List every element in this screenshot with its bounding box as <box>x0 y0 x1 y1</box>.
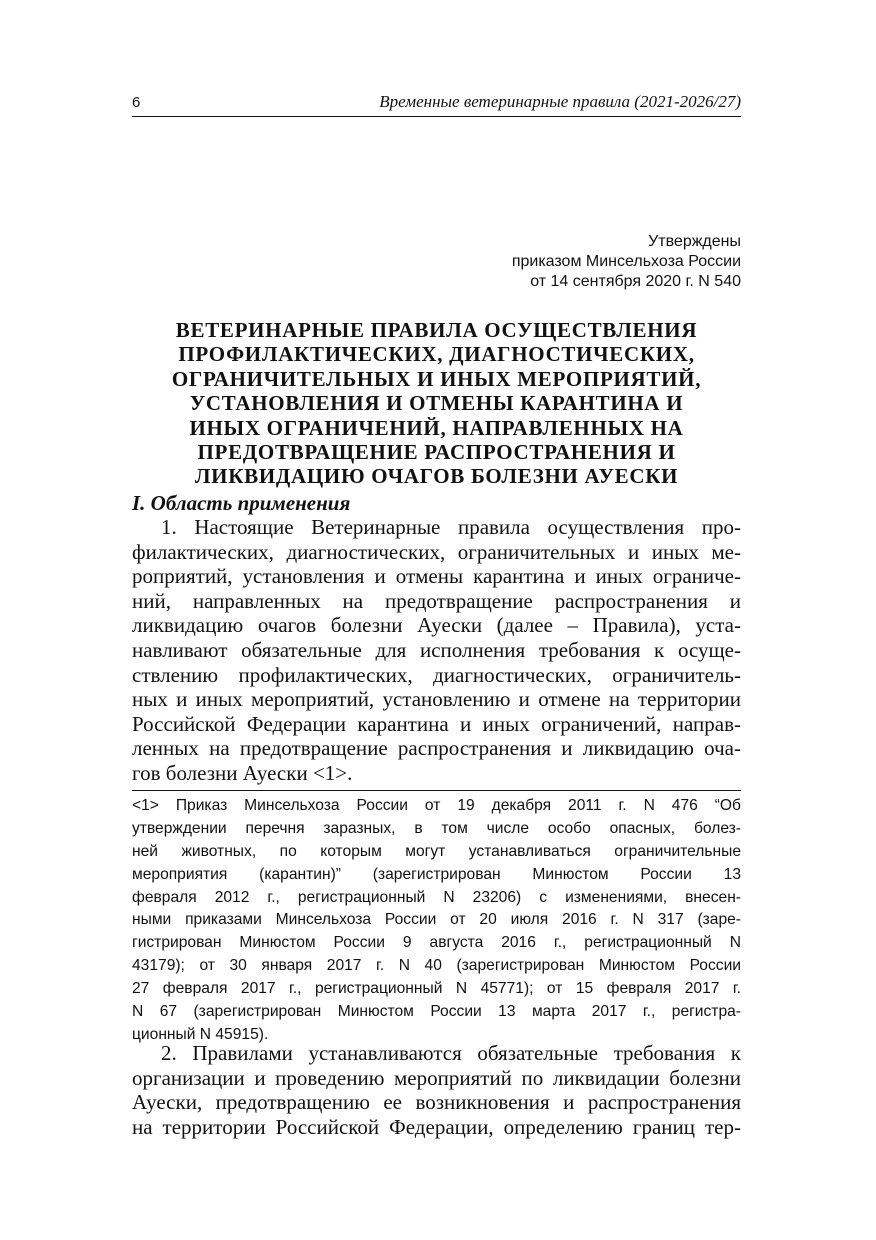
title-line: ПРОФИЛАКТИЧЕСКИХ, ДИАГНОСТИЧЕСКИХ, <box>178 342 695 367</box>
paragraph-line: роприятий, установления и отмены карантина и иных ограниче- <box>132 564 741 589</box>
footnote-line: ными приказами Минсельхоза России от 20 июля 2016 г. N 317 (заре- <box>132 911 741 929</box>
paragraph-line: ний, направленных на предотвращение распространения и <box>132 588 741 613</box>
approval-line: Утверждены <box>648 233 741 250</box>
footnote-line: мероприятия (карантин)” (зарегистрирован Минюстом России 13 <box>132 865 741 883</box>
page-number: 6 <box>132 94 141 111</box>
title-line: ЛИКВИДАЦИЮ ОЧАГОВ БОЛЕЗНИ АУЕСКИ <box>194 464 679 489</box>
paragraph-line: ленных на предотвращение распространения и ликвидацию оча- <box>132 736 741 761</box>
title-line: УСТАНОВЛЕНИЯ И ОТМЕНЫ КАРАНТИНА И <box>189 391 684 416</box>
paragraph-line: филактических, диагностических, ограничительных и иных ме- <box>132 539 741 564</box>
paragraph-line: гов болезни Ауески <1>. <box>132 760 353 785</box>
title-line: ПРЕДОТВРАЩЕНИЕ РАСПРОСТРАНЕНИЯ И <box>197 440 676 465</box>
paragraph-line: на территории Российской Федерации, определению границ тер- <box>132 1114 741 1139</box>
footnote <box>132 795 741 1047</box>
paragraph-2 <box>132 1041 741 1139</box>
paragraph-line: ствлению профилактических, диагностических, ограничитель- <box>132 662 741 687</box>
running-title: Временные ветеринарные правила (2021-2026/27) <box>379 92 741 111</box>
paragraph-line: 2. Правилами устанавливаются обязательные требования к <box>161 1041 741 1065</box>
footnote-line: гистрирован Минюстом России 9 августа 2016 г., регистрационный N <box>132 934 741 952</box>
paragraph-line: Российской Федерации карантина и иных ограничений, направ- <box>132 711 741 736</box>
paragraph-line: ликвидацию очагов болезни Ауески (далее – Правила), уста- <box>132 613 741 638</box>
title-line: ОГРАНИЧИТЕЛЬНЫХ И ИНЫХ МЕРОПРИЯТИЙ, <box>171 366 702 391</box>
paragraph-line: навливают обязательные для исполнения требования к осуще- <box>132 637 741 662</box>
footnote-divider <box>132 790 741 791</box>
title-line: ВЕТЕРИНАРНЫЕ ПРАВИЛА ОСУЩЕСТВЛЕНИЯ <box>175 318 698 342</box>
section-heading: I. Область применения <box>132 491 351 515</box>
paragraph-line: ных и иных мероприятий, установлению и отмене на территории <box>132 687 741 712</box>
approval-block <box>512 232 741 292</box>
paragraph-line: Ауески, предотвращению ее возникновения и распространения <box>132 1090 741 1115</box>
paragraph-line: 1. Настоящие Ветеринарные правила осуществления про- <box>161 515 741 539</box>
paragraph-1 <box>132 515 741 786</box>
footnote-line: ней животных, по которым могут устанавливаться ограничительные <box>132 842 741 860</box>
page-header <box>132 90 741 117</box>
footnote-line: утверждении перечня заразных, в том числе особо опасных, болез- <box>132 819 741 837</box>
footnote-line: 43179); от 30 января 2017 г. N 40 (зарегистрирован Минюстом России <box>132 957 741 975</box>
footnote-line: ционный N 45915). <box>132 1025 269 1043</box>
document-title <box>132 318 741 489</box>
footnote-line: февраля 2012 г., регистрационный N 23206) с изменениями, внесен- <box>132 888 741 906</box>
paragraph-line: организации и проведению мероприятий по ликвидации болезни <box>132 1065 741 1090</box>
footnote-line: <1> Приказ Минсельхоза России от 19 декабря 2011 г. N 476 “Об <box>132 797 741 814</box>
title-line: ИНЫХ ОГРАНИЧЕНИЙ, НАПРАВЛЕННЫХ НА <box>189 415 684 440</box>
footnote-line: N 67 (зарегистрирован Минюстом России 13 марта 2017 г., регистра- <box>132 1003 741 1021</box>
approval-line: от 14 сентября 2020 г. N 540 <box>530 273 741 290</box>
approval-line: приказом Минсельхоза России <box>511 253 741 270</box>
footnote-line: 27 февраля 2017 г., регистрационный N 45771); от 15 февраля 2017 г. <box>132 980 741 998</box>
